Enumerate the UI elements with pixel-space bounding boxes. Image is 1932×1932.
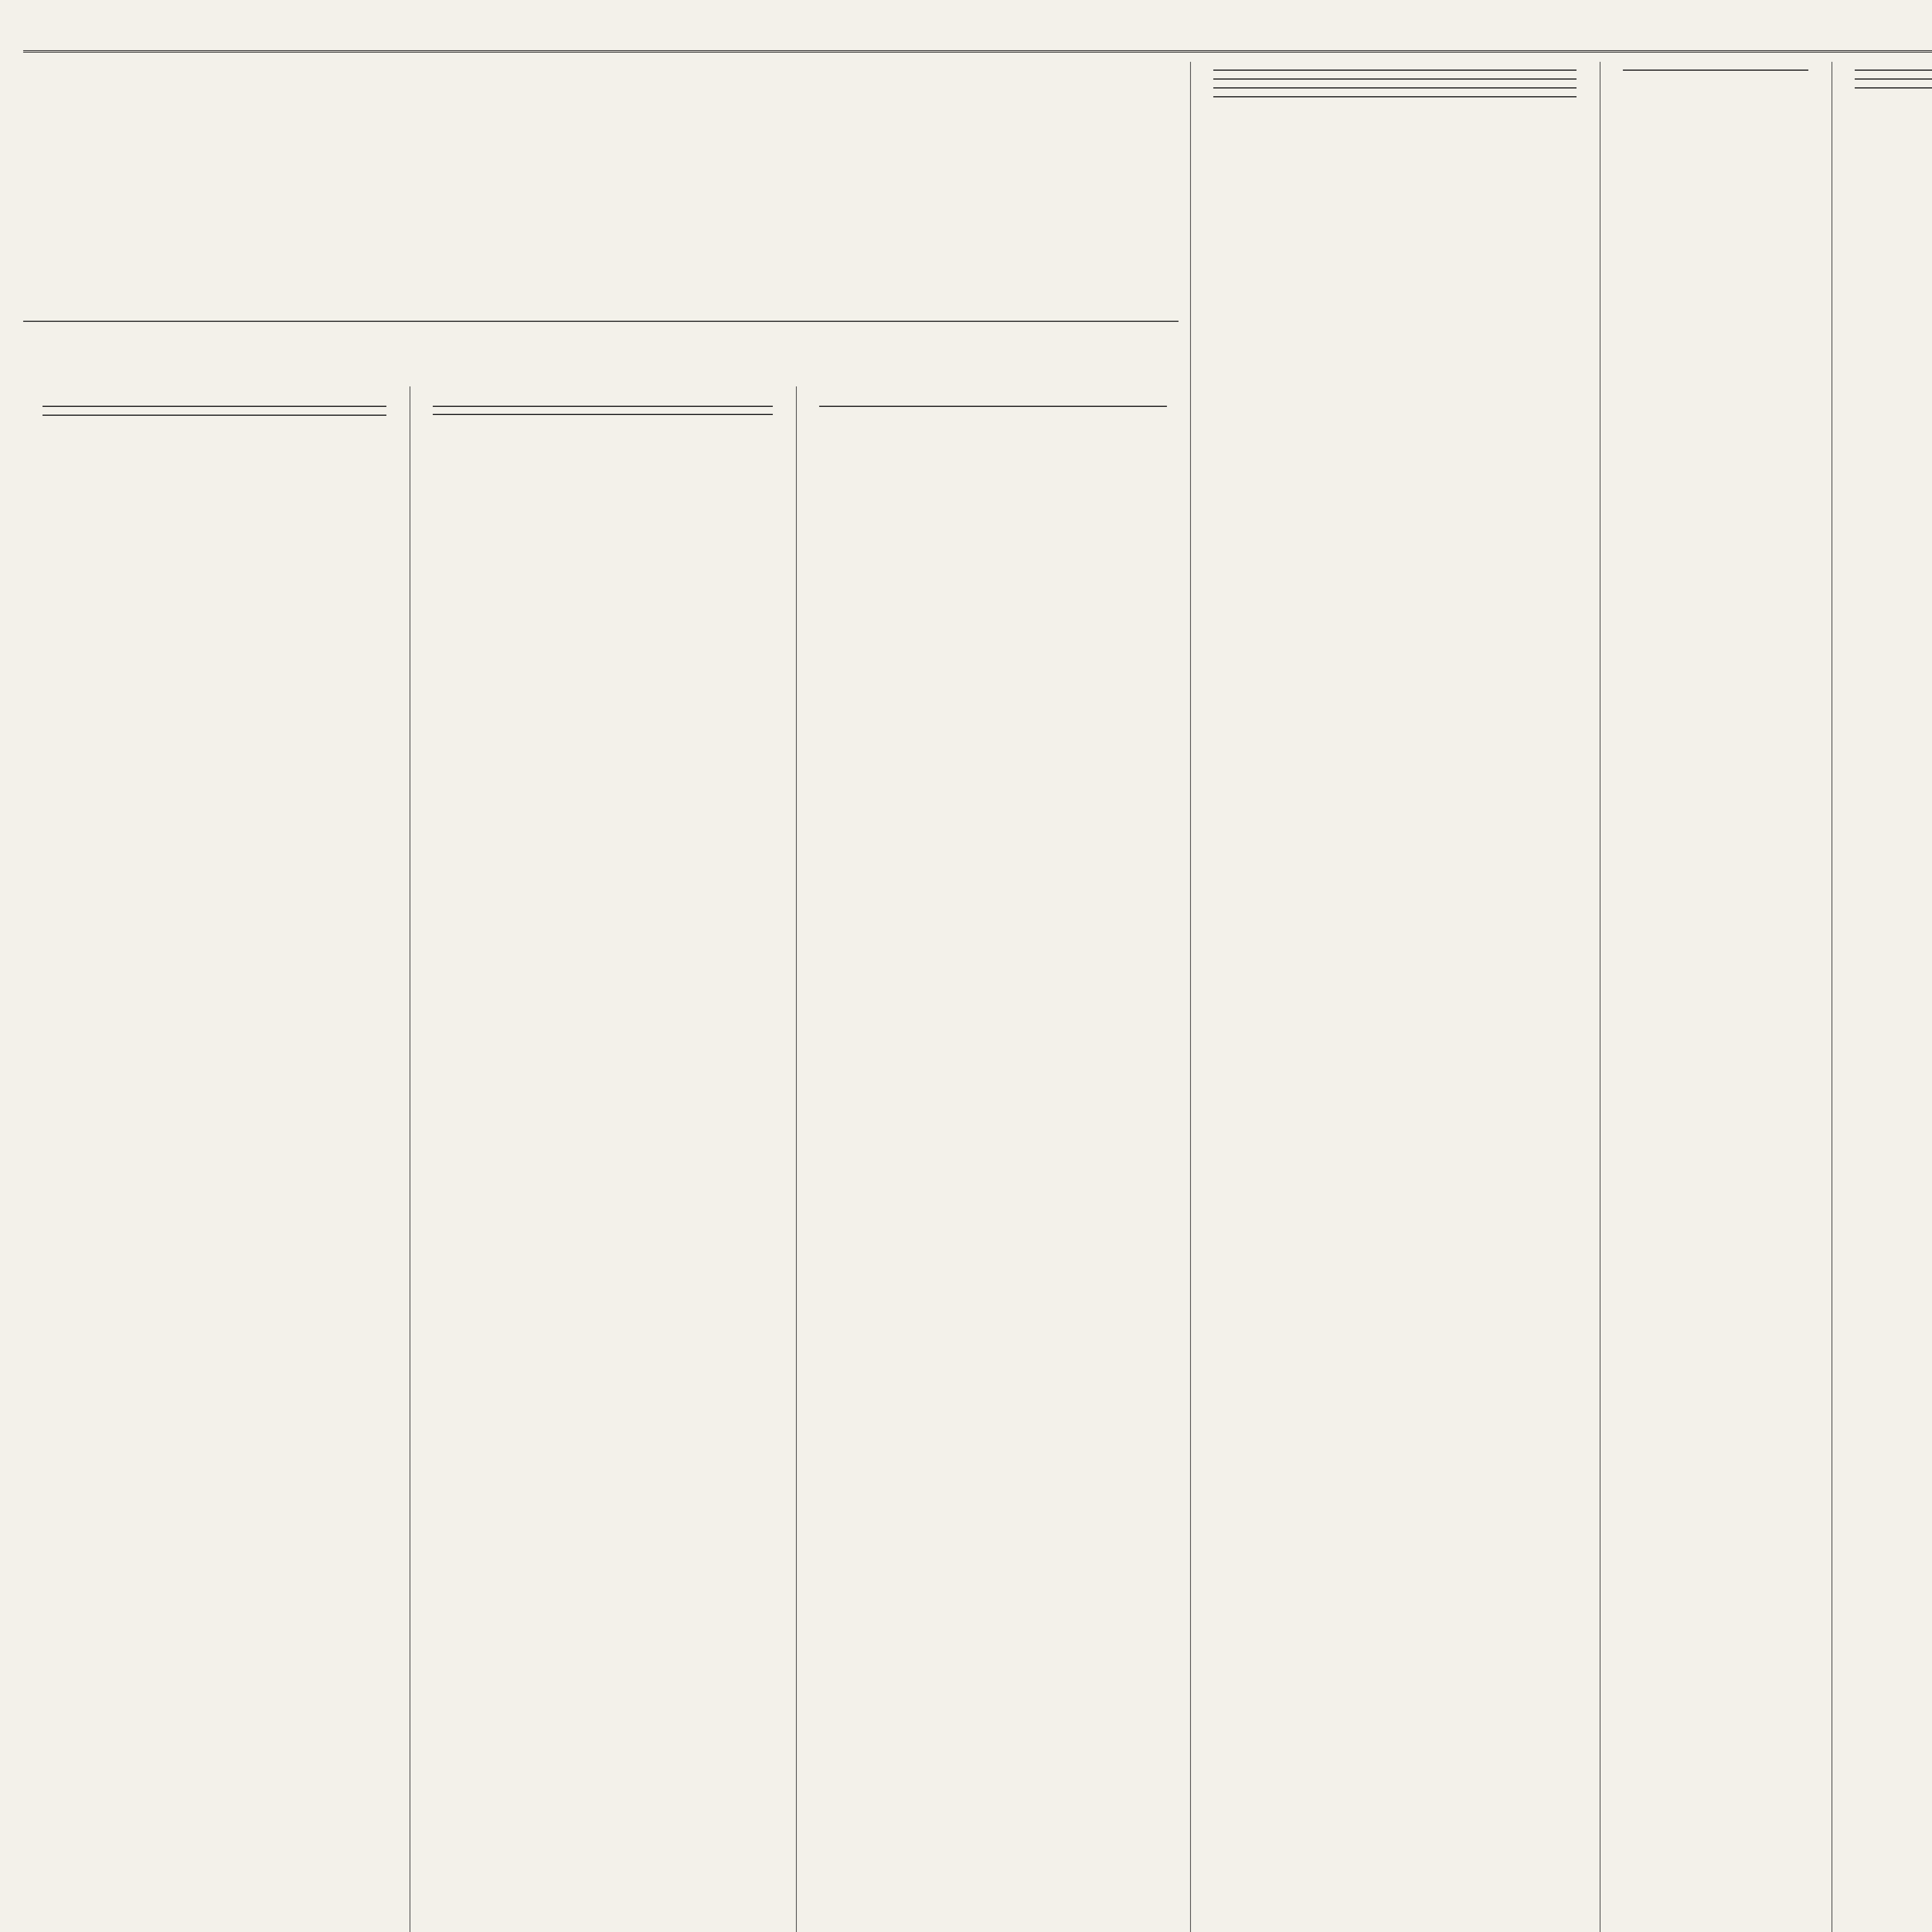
divider [1623,70,1808,71]
column-echelon [1839,62,1932,1932]
column-rule [796,386,797,1932]
divider [1213,78,1577,80]
divider [433,414,773,415]
divider [43,415,386,416]
divider [43,406,386,407]
column-martinborough [417,398,788,1932]
banner-section [23,309,1179,322]
divider [1213,96,1577,97]
divider [1855,87,1932,88]
column-greytown [1607,62,1824,1932]
divider [1855,70,1932,71]
divider [1213,87,1577,88]
divider [1213,70,1577,71]
column-rule [1190,62,1191,1932]
masthead [23,8,1932,53]
column-featherston [1198,62,1592,1932]
column-eketahuna [804,398,1182,1932]
column-carterton [27,398,402,1932]
divider [433,406,773,407]
divider [1855,78,1932,80]
divider [819,406,1167,407]
